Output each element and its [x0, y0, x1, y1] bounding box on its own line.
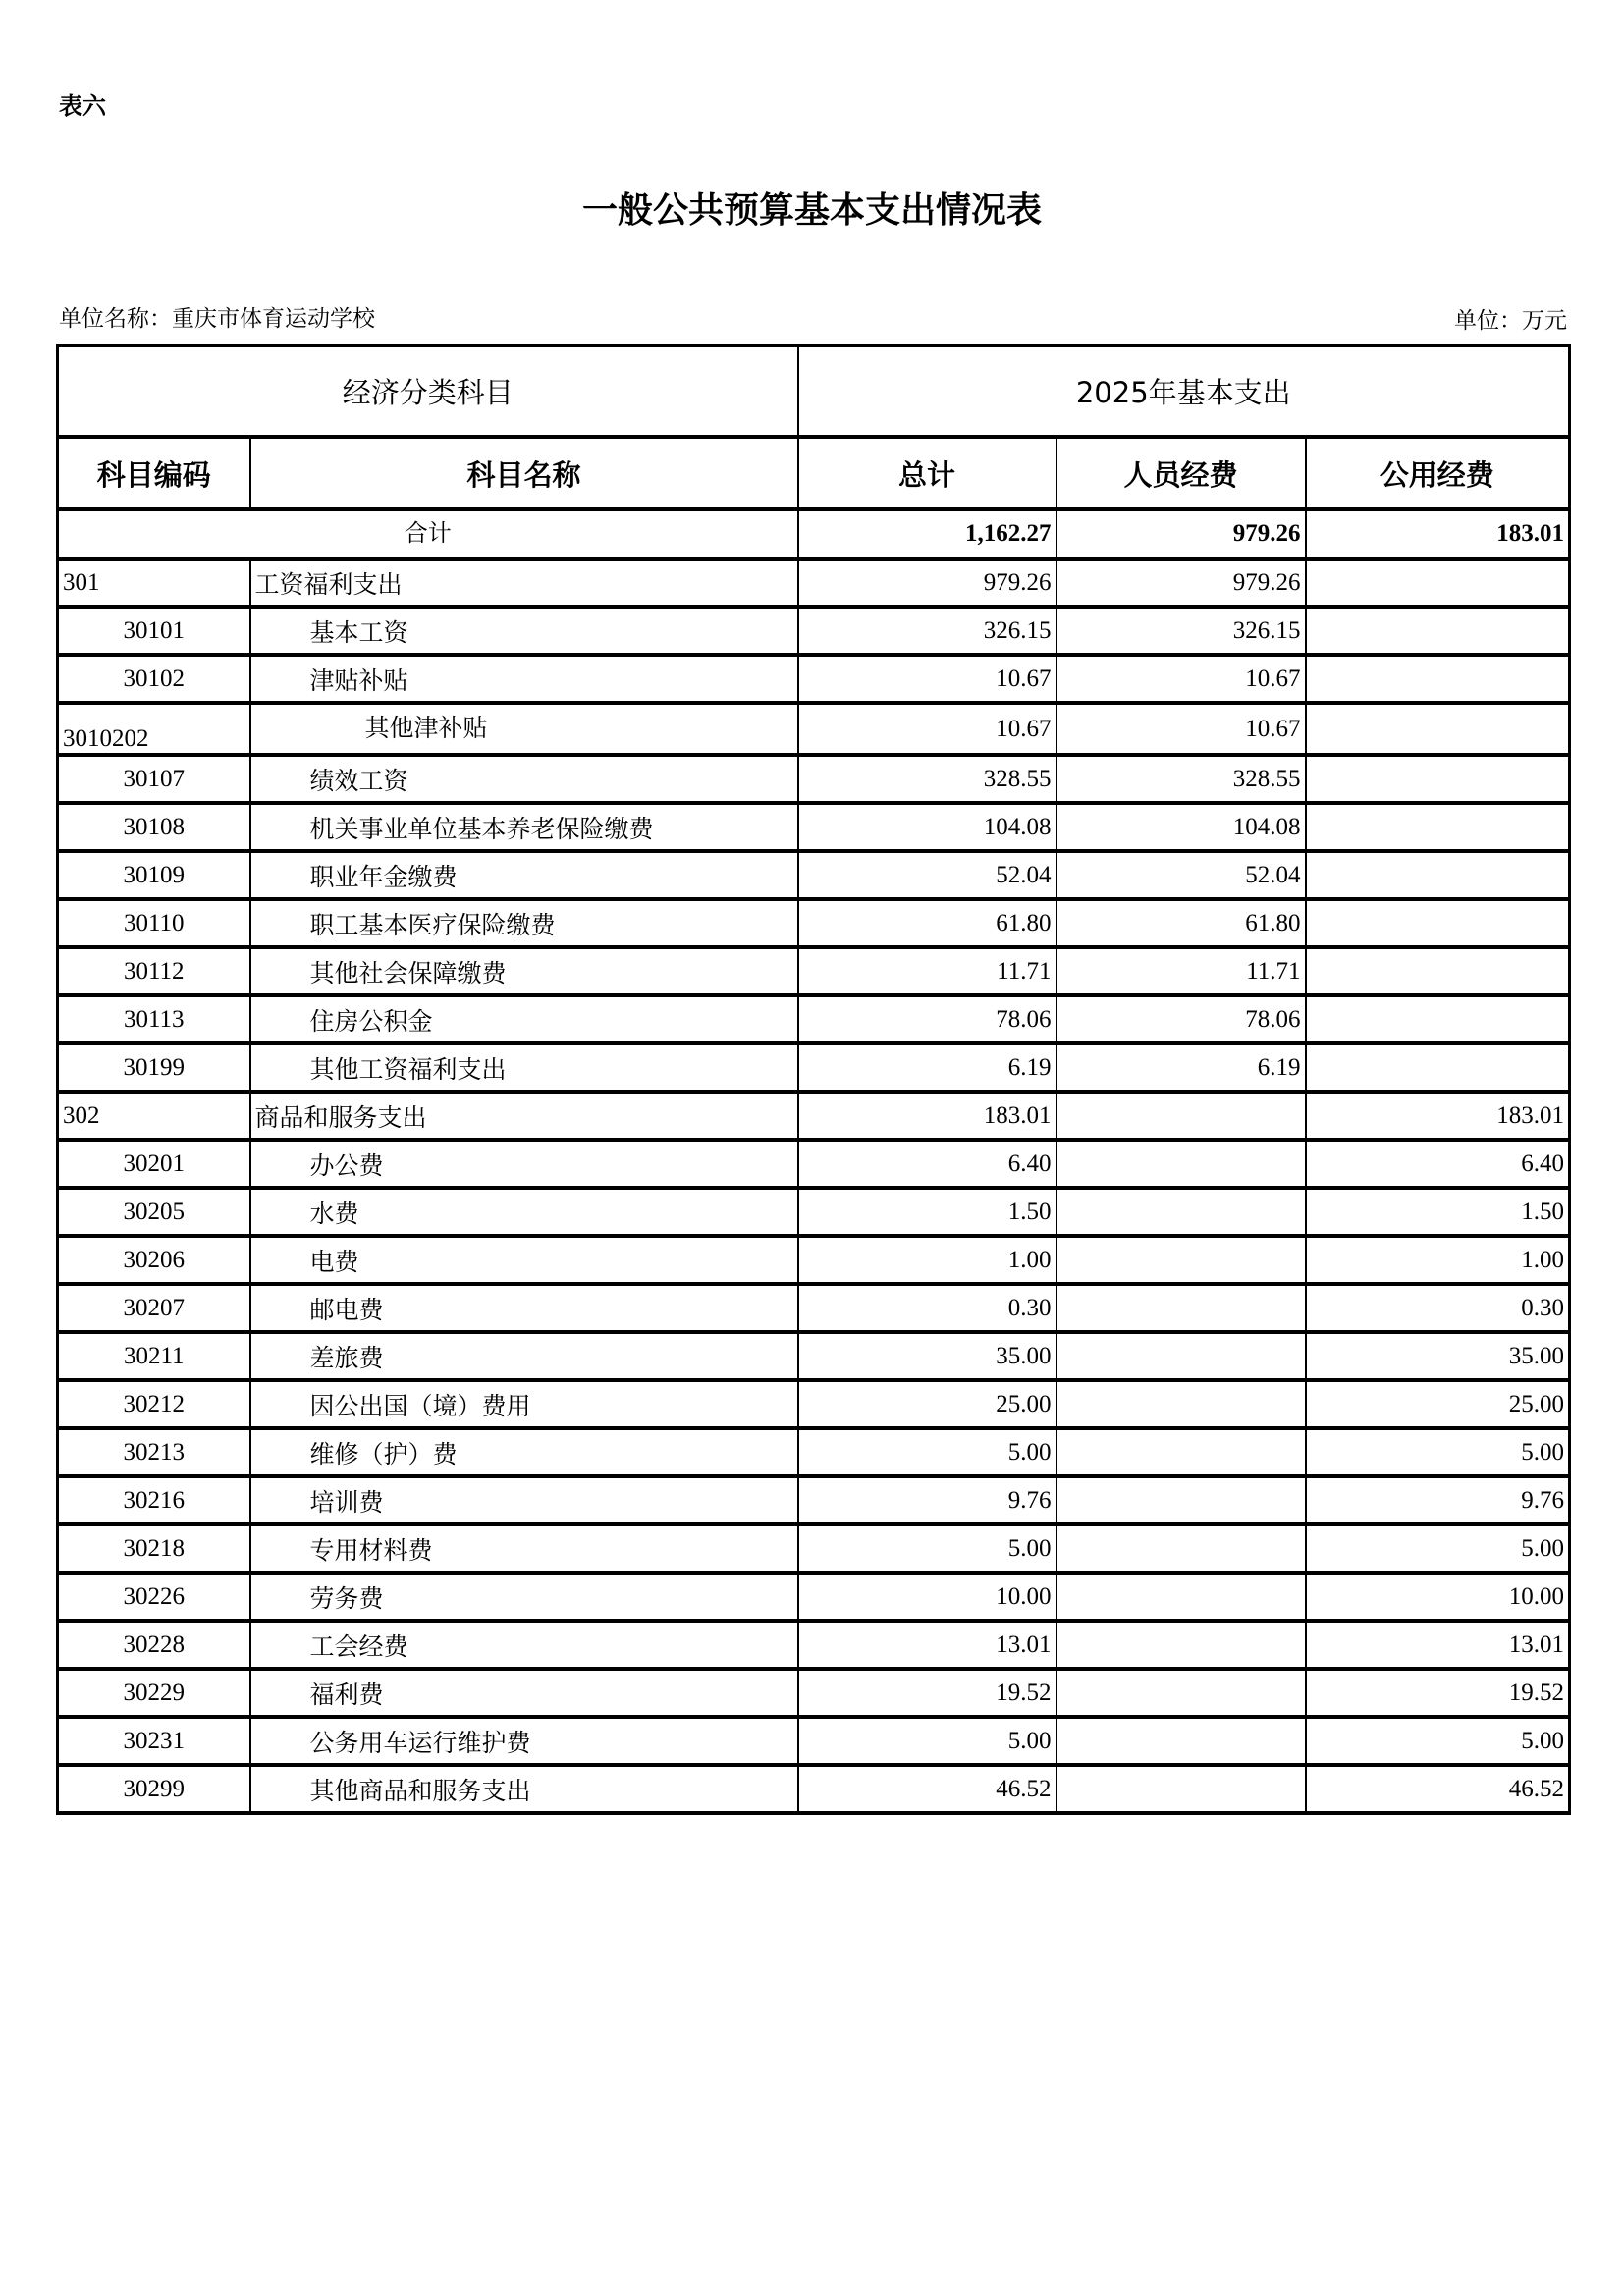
table-row	[58, 703, 1570, 755]
row-public: 5.00	[1306, 1524, 1570, 1573]
table-row	[58, 1332, 1570, 1380]
row-personnel	[1056, 1380, 1306, 1428]
table-row	[58, 899, 1570, 947]
total-personnel: 979.26	[1056, 509, 1306, 559]
table-row	[58, 995, 1570, 1043]
table-row	[58, 655, 1570, 703]
row-personnel	[1056, 1188, 1306, 1236]
table-row	[58, 1573, 1570, 1621]
row-name: 其他商品和服务支出	[250, 1765, 798, 1813]
row-personnel	[1056, 1524, 1306, 1573]
header-group-row	[58, 346, 1570, 438]
row-name: 津贴补贴	[250, 655, 798, 703]
row-name: 职工基本医疗保险缴费	[250, 899, 798, 947]
row-total: 328.55	[798, 755, 1056, 803]
row-name: 机关事业单位基本养老保险缴费	[250, 803, 798, 851]
table-row	[58, 1621, 1570, 1669]
row-total: 10.67	[798, 655, 1056, 703]
row-name: 职业年金缴费	[250, 851, 798, 899]
row-total: 78.06	[798, 995, 1056, 1043]
row-personnel: 6.19	[1056, 1043, 1306, 1092]
row-public	[1306, 607, 1570, 655]
row-code: 302	[58, 1092, 250, 1140]
table-row	[58, 1476, 1570, 1524]
row-name: 邮电费	[250, 1284, 798, 1332]
row-name: 差旅费	[250, 1332, 798, 1380]
page-title: 一般公共预算基本支出情况表	[581, 189, 1042, 231]
row-personnel	[1056, 1428, 1306, 1476]
row-total: 6.40	[798, 1140, 1056, 1188]
row-name: 其他社会保障缴费	[250, 947, 798, 995]
row-code: 30102	[58, 655, 250, 703]
row-total: 6.19	[798, 1043, 1056, 1092]
table-row	[58, 1765, 1570, 1813]
table-row	[58, 1428, 1570, 1476]
header-column-row	[58, 437, 1570, 509]
row-public: 9.76	[1306, 1476, 1570, 1524]
header-economic-class: 经济分类科目	[58, 346, 798, 438]
row-total: 9.76	[798, 1476, 1056, 1524]
row-total: 104.08	[798, 803, 1056, 851]
row-total: 35.00	[798, 1332, 1056, 1380]
row-public: 183.01	[1306, 1092, 1570, 1140]
total-total: 1,162.27	[798, 509, 1056, 559]
row-total: 10.00	[798, 1573, 1056, 1621]
row-personnel	[1056, 1669, 1306, 1717]
row-name: 其他津补贴	[250, 703, 798, 755]
header-basic-expenditure: 2025年基本支出	[798, 346, 1570, 438]
row-public: 35.00	[1306, 1332, 1570, 1380]
row-personnel: 326.15	[1056, 607, 1306, 655]
row-total: 19.52	[798, 1669, 1056, 1717]
row-public: 19.52	[1306, 1669, 1570, 1717]
row-code: 30101	[58, 607, 250, 655]
table-row	[58, 1092, 1570, 1140]
header-total: 总计	[798, 437, 1056, 509]
row-total: 13.01	[798, 1621, 1056, 1669]
row-public: 5.00	[1306, 1428, 1570, 1476]
row-personnel: 78.06	[1056, 995, 1306, 1043]
row-personnel: 328.55	[1056, 755, 1306, 803]
row-code: 3010202	[58, 703, 250, 755]
row-personnel	[1056, 1717, 1306, 1765]
table-number: 表六	[59, 92, 106, 120]
row-public: 13.01	[1306, 1621, 1570, 1669]
row-total: 1.00	[798, 1236, 1056, 1284]
row-public: 0.30	[1306, 1284, 1570, 1332]
row-name: 福利费	[250, 1669, 798, 1717]
row-code: 30108	[58, 803, 250, 851]
row-total: 979.26	[798, 559, 1056, 607]
table-row	[58, 803, 1570, 851]
row-code: 30212	[58, 1380, 250, 1428]
row-name: 住房公积金	[250, 995, 798, 1043]
table-row	[58, 559, 1570, 607]
table-row	[58, 1669, 1570, 1717]
row-name: 劳务费	[250, 1573, 798, 1621]
row-name: 培训费	[250, 1476, 798, 1524]
row-personnel: 10.67	[1056, 655, 1306, 703]
table-row	[58, 1043, 1570, 1092]
row-name: 商品和服务支出	[250, 1092, 798, 1140]
row-personnel: 10.67	[1056, 703, 1306, 755]
row-code: 30113	[58, 995, 250, 1043]
row-code: 30201	[58, 1140, 250, 1188]
row-public	[1306, 655, 1570, 703]
table-row	[58, 1380, 1570, 1428]
row-total: 183.01	[798, 1092, 1056, 1140]
currency-unit: 单位：万元	[1454, 308, 1567, 334]
row-code: 30110	[58, 899, 250, 947]
row-public	[1306, 559, 1570, 607]
table-row	[58, 1284, 1570, 1332]
row-code: 30206	[58, 1236, 250, 1284]
row-total: 326.15	[798, 607, 1056, 655]
header-name: 科目名称	[250, 437, 798, 509]
row-name: 专用材料费	[250, 1524, 798, 1573]
row-public: 25.00	[1306, 1380, 1570, 1428]
row-public	[1306, 947, 1570, 995]
row-name: 其他工资福利支出	[250, 1043, 798, 1092]
row-public: 10.00	[1306, 1573, 1570, 1621]
row-total: 52.04	[798, 851, 1056, 899]
row-public: 46.52	[1306, 1765, 1570, 1813]
row-total: 11.71	[798, 947, 1056, 995]
row-name: 因公出国（境）费用	[250, 1380, 798, 1428]
row-personnel	[1056, 1332, 1306, 1380]
row-name: 公务用车运行维护费	[250, 1717, 798, 1765]
row-name: 维修（护）费	[250, 1428, 798, 1476]
row-personnel	[1056, 1140, 1306, 1188]
header-code: 科目编码	[58, 437, 250, 509]
row-personnel	[1056, 1765, 1306, 1813]
row-name: 工会经费	[250, 1621, 798, 1669]
row-total: 5.00	[798, 1428, 1056, 1476]
row-personnel: 52.04	[1056, 851, 1306, 899]
row-name: 工资福利支出	[250, 559, 798, 607]
row-code: 301	[58, 559, 250, 607]
row-public: 5.00	[1306, 1717, 1570, 1765]
row-name: 办公费	[250, 1140, 798, 1188]
row-code: 30228	[58, 1621, 250, 1669]
table-row	[58, 1717, 1570, 1765]
row-code: 30299	[58, 1765, 250, 1813]
total-public: 183.01	[1306, 509, 1570, 559]
unit-name: 单位名称：重庆市体育运动学校	[59, 306, 375, 332]
row-personnel	[1056, 1284, 1306, 1332]
total-row	[58, 509, 1570, 559]
row-name: 基本工资	[250, 607, 798, 655]
row-personnel	[1056, 1621, 1306, 1669]
table-row	[58, 1524, 1570, 1573]
row-name: 电费	[250, 1236, 798, 1284]
row-total: 25.00	[798, 1380, 1056, 1428]
row-public	[1306, 1043, 1570, 1092]
row-public	[1306, 803, 1570, 851]
row-personnel	[1056, 1092, 1306, 1140]
row-personnel: 104.08	[1056, 803, 1306, 851]
row-personnel: 979.26	[1056, 559, 1306, 607]
row-code: 30211	[58, 1332, 250, 1380]
row-public	[1306, 703, 1570, 755]
table-row	[58, 947, 1570, 995]
table-row	[58, 755, 1570, 803]
row-total: 1.50	[798, 1188, 1056, 1236]
row-total: 5.00	[798, 1524, 1056, 1573]
row-total: 61.80	[798, 899, 1056, 947]
row-code: 30213	[58, 1428, 250, 1476]
row-total: 10.67	[798, 703, 1056, 755]
row-personnel	[1056, 1573, 1306, 1621]
row-code: 30107	[58, 755, 250, 803]
row-public	[1306, 755, 1570, 803]
row-public: 1.50	[1306, 1188, 1570, 1236]
row-code: 30109	[58, 851, 250, 899]
row-total: 46.52	[798, 1765, 1056, 1813]
table-row	[58, 1236, 1570, 1284]
table-row	[58, 851, 1570, 899]
row-total: 0.30	[798, 1284, 1056, 1332]
row-total: 5.00	[798, 1717, 1056, 1765]
row-public: 1.00	[1306, 1236, 1570, 1284]
row-public	[1306, 995, 1570, 1043]
row-name: 水费	[250, 1188, 798, 1236]
table-row	[58, 1188, 1570, 1236]
table-row	[58, 607, 1570, 655]
row-code: 30229	[58, 1669, 250, 1717]
row-code: 30231	[58, 1717, 250, 1765]
row-personnel: 11.71	[1056, 947, 1306, 995]
row-public	[1306, 899, 1570, 947]
row-code: 30216	[58, 1476, 250, 1524]
row-code: 30199	[58, 1043, 250, 1092]
row-name: 绩效工资	[250, 755, 798, 803]
table-row	[58, 1140, 1570, 1188]
row-personnel	[1056, 1476, 1306, 1524]
header-public: 公用经费	[1306, 437, 1570, 509]
row-public: 6.40	[1306, 1140, 1570, 1188]
row-personnel	[1056, 1236, 1306, 1284]
total-label: 合计	[58, 509, 798, 559]
header-personnel: 人员经费	[1056, 437, 1306, 509]
row-code: 30218	[58, 1524, 250, 1573]
row-code: 30207	[58, 1284, 250, 1332]
row-code: 30112	[58, 947, 250, 995]
row-personnel: 61.80	[1056, 899, 1306, 947]
budget-table	[56, 344, 1571, 1815]
row-public	[1306, 851, 1570, 899]
row-code: 30226	[58, 1573, 250, 1621]
row-code: 30205	[58, 1188, 250, 1236]
